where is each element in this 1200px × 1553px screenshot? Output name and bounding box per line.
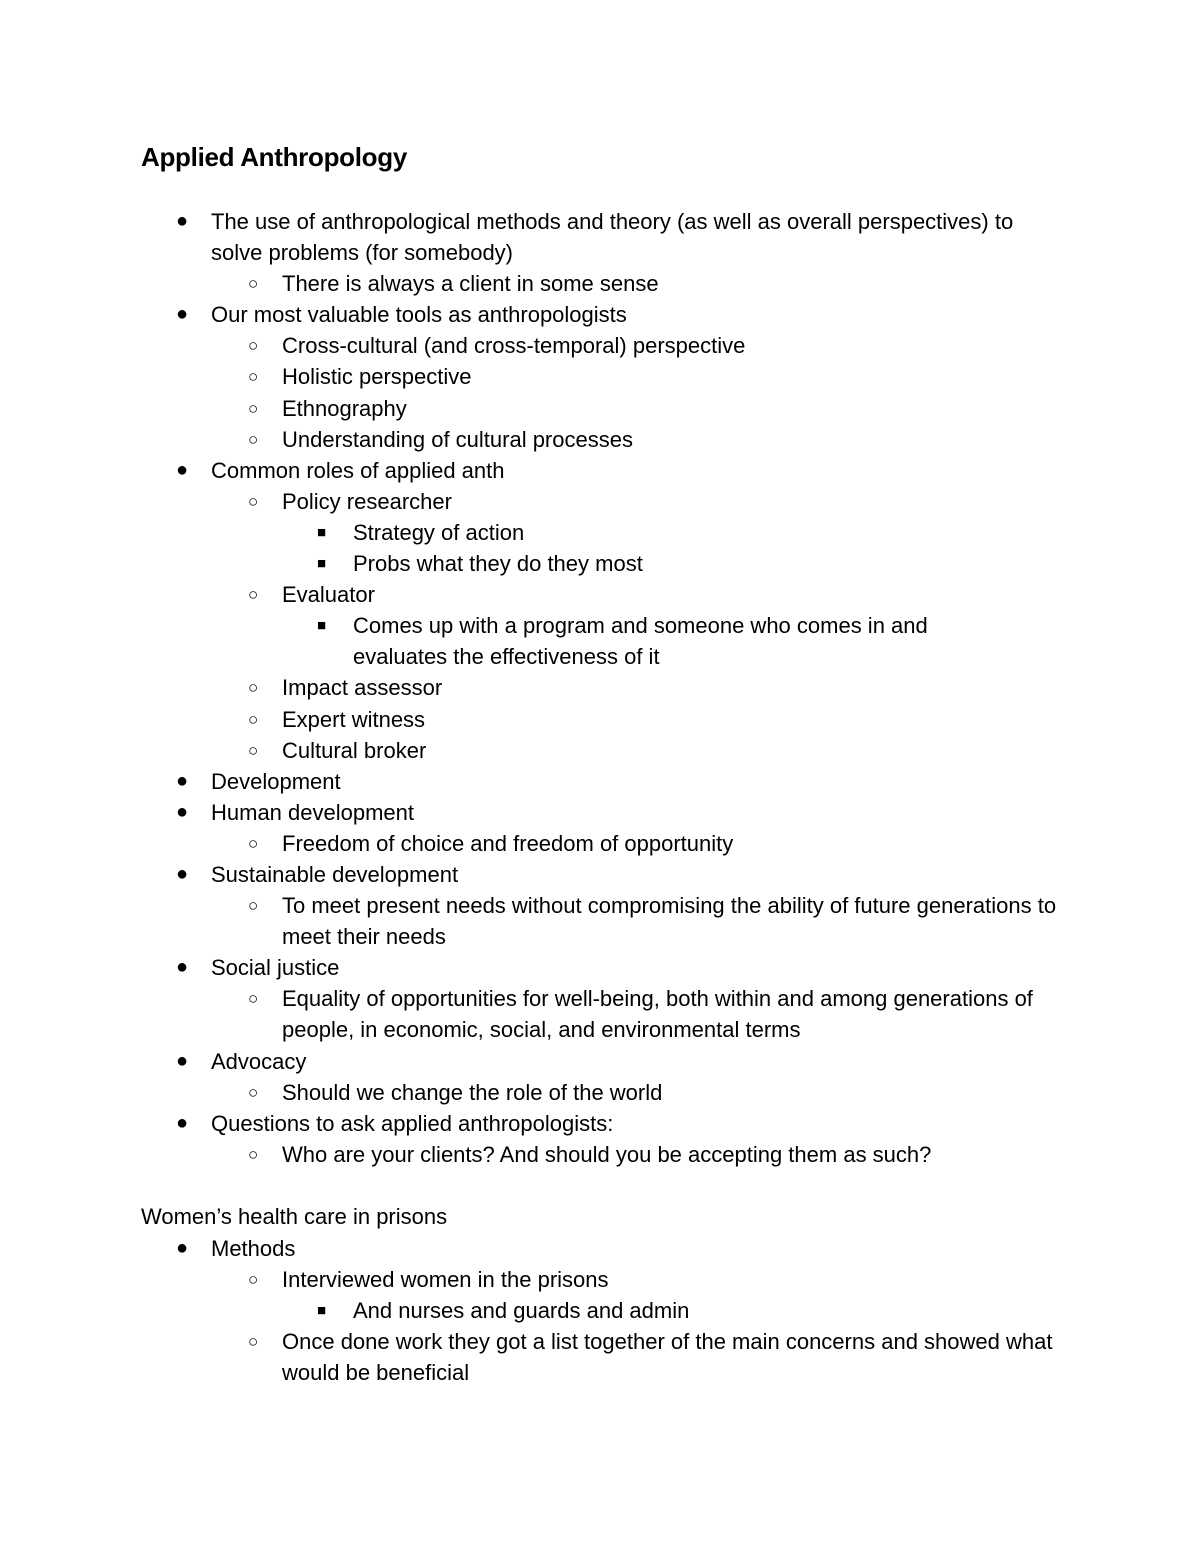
bullet-icon: ● xyxy=(176,956,189,979)
list-item-text: Impact assessor xyxy=(282,675,443,701)
bullet-icon: ○ xyxy=(248,336,259,356)
list-item-text: There is always a client in some sense xyxy=(282,271,659,297)
list-item-text: Ethnography xyxy=(282,395,407,421)
list-item-text: Understanding of cultural processes xyxy=(282,426,633,452)
bullet-icon: ○ xyxy=(248,1144,259,1164)
bullet-icon: ■ xyxy=(317,617,327,635)
list-item-text: And nurses and guards and admin xyxy=(353,1298,690,1324)
list-item-text: Social justice xyxy=(211,955,340,981)
list-item-text: Once done work they got a list together of the main concerns and showed what would be beneficial xyxy=(282,1329,1053,1386)
list-item-level-1 xyxy=(0,1046,1200,1077)
list-item-level-2 xyxy=(0,704,1200,735)
notes-list-womens-health xyxy=(0,1233,1200,1388)
bullet-icon: ○ xyxy=(248,491,259,511)
list-item-level-2 xyxy=(0,672,1200,703)
list-item-level-1 xyxy=(0,455,1200,486)
list-item-text: Sustainable development xyxy=(211,861,459,887)
bullet-icon: ■ xyxy=(317,523,327,541)
bullet-icon: ● xyxy=(176,458,189,481)
document-title: Applied Anthropology xyxy=(141,142,407,172)
bullet-icon: ○ xyxy=(248,367,259,387)
list-item-text: Probs what they do they most xyxy=(353,551,643,577)
list-item-text: Who are your clients? And should you be accepting them as such? xyxy=(282,1141,932,1167)
list-item-text: Should we change the role of the world xyxy=(282,1079,663,1105)
bullet-icon: ○ xyxy=(248,1332,259,1352)
list-item-level-2 xyxy=(0,890,1200,952)
list-item-text: Interviewed women in the prisons xyxy=(282,1267,609,1293)
bullet-icon: ○ xyxy=(248,989,259,1009)
list-item-level-2 xyxy=(0,1139,1200,1170)
list-item-level-2 xyxy=(0,983,1200,1045)
bullet-icon: ○ xyxy=(248,678,259,698)
bullet-icon: ● xyxy=(176,769,189,792)
list-item-text: The use of anthropological methods and theory (as well as overall perspectives) to solve problems (for somebody) xyxy=(211,209,1014,266)
list-item-level-1 xyxy=(0,1108,1200,1139)
bullet-icon: ● xyxy=(176,862,189,885)
bullet-icon: ○ xyxy=(248,1082,259,1102)
list-item-level-3 xyxy=(0,517,1200,548)
list-item-level-2 xyxy=(0,330,1200,361)
bullet-icon: ● xyxy=(176,800,189,823)
list-item-level-2 xyxy=(0,486,1200,517)
list-item-text: Our most valuable tools as anthropologists xyxy=(211,302,627,328)
bullet-icon: ○ xyxy=(248,740,259,760)
list-item-text: Equality of opportunities for well-being, both within and among generations of people, in economic, social, and environmental terms xyxy=(282,986,1033,1043)
list-item-level-1 xyxy=(0,766,1200,797)
list-item-level-2 xyxy=(0,393,1200,424)
bullet-icon: ■ xyxy=(317,555,327,573)
bullet-icon: ○ xyxy=(248,585,259,605)
bullet-icon: ■ xyxy=(317,1302,327,1320)
bullet-icon: ○ xyxy=(248,398,259,418)
section-heading-womens-health: Women’s health care in prisons xyxy=(141,1204,448,1229)
list-item-text: Freedom of choice and freedom of opportunity xyxy=(282,830,734,856)
list-item-level-2 xyxy=(0,268,1200,299)
list-item-text: Development xyxy=(211,768,341,794)
list-item-level-1 xyxy=(0,859,1200,890)
list-item-level-1 xyxy=(0,299,1200,330)
bullet-icon: ○ xyxy=(248,1270,259,1290)
list-item-text: Expert witness xyxy=(282,706,426,732)
list-item-level-2 xyxy=(0,828,1200,859)
list-item-level-2 xyxy=(0,1077,1200,1108)
list-item-text: Strategy of action xyxy=(353,519,525,545)
bullet-icon: ● xyxy=(176,1237,189,1259)
bullet-icon: ● xyxy=(176,1049,189,1072)
list-item-level-2 xyxy=(0,1264,1200,1295)
bullet-icon: ● xyxy=(176,1111,189,1134)
list-item-text: Advocacy xyxy=(211,1048,307,1074)
list-item-level-2 xyxy=(0,361,1200,392)
list-item-text: Methods xyxy=(211,1236,296,1261)
list-item-text: Holistic perspective xyxy=(282,364,472,390)
list-item-text: Questions to ask applied anthropologists: xyxy=(211,1110,614,1136)
bullet-icon: ○ xyxy=(248,429,259,449)
list-item-level-2 xyxy=(0,735,1200,766)
bullet-icon: ● xyxy=(176,210,189,232)
list-item-level-3 xyxy=(0,610,1200,672)
list-item-level-2 xyxy=(0,1326,1200,1388)
list-item-text: Human development xyxy=(211,799,415,825)
bullet-icon: ● xyxy=(176,303,189,326)
bullet-icon: ○ xyxy=(248,896,259,916)
list-item-text: Common roles of applied anth xyxy=(211,457,505,483)
bullet-icon: ○ xyxy=(248,833,259,853)
list-item-text: Comes up with a program and someone who comes in and evaluates the effectiveness of it xyxy=(353,613,928,670)
list-item-text: Cross-cultural (and cross-temporal) perspective xyxy=(282,333,746,359)
bullet-icon: ○ xyxy=(248,709,259,729)
list-item-level-3 xyxy=(0,548,1200,579)
list-item-level-1 xyxy=(0,952,1200,983)
notes-list-applied-anthropology xyxy=(0,206,1200,1170)
list-item-level-3 xyxy=(0,1295,1200,1326)
list-item-level-1 xyxy=(0,1233,1200,1264)
list-item-level-1 xyxy=(0,206,1200,268)
list-item-text: Policy researcher xyxy=(282,488,452,514)
list-item-text: To meet present needs without compromising the ability of future generations to meet their needs xyxy=(282,893,1057,950)
list-item-level-2 xyxy=(0,424,1200,455)
list-item-text: Evaluator xyxy=(282,582,375,608)
list-item-level-1 xyxy=(0,797,1200,828)
bullet-icon: ○ xyxy=(248,274,259,294)
list-item-text: Cultural broker xyxy=(282,737,427,763)
list-item-level-2 xyxy=(0,579,1200,610)
